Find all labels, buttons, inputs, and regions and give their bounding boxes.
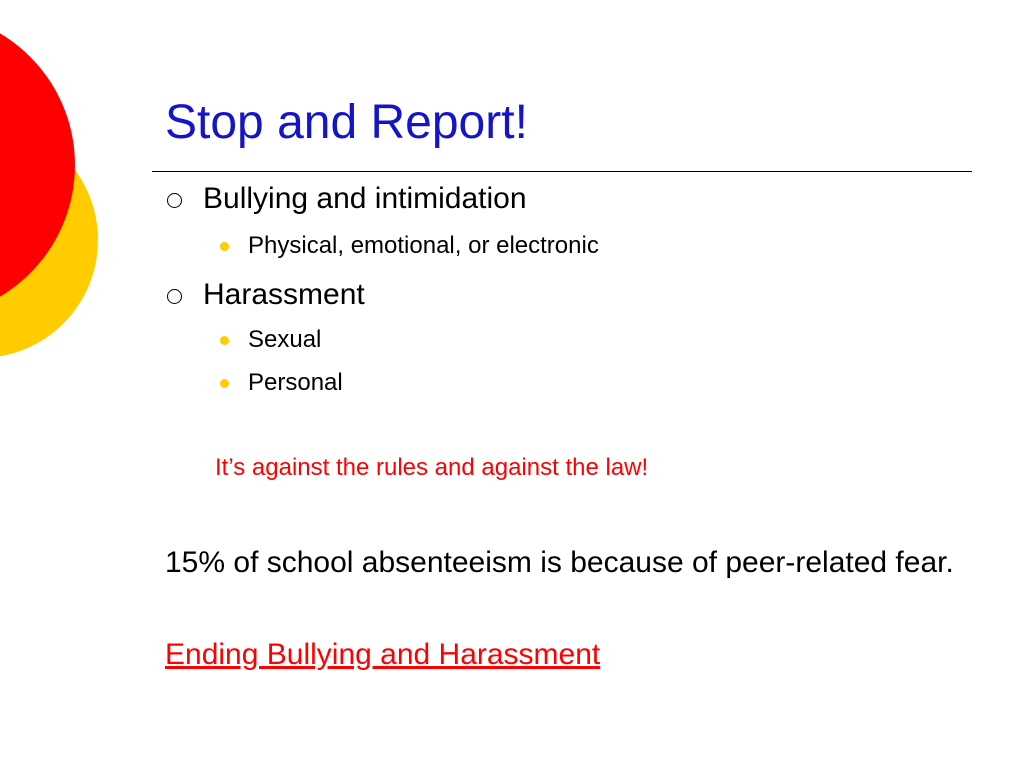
decorative-circles	[0, 0, 110, 410]
ending-bullying-link[interactable]: Ending Bullying and Harassment	[165, 638, 601, 671]
hollow-circle-bullet-icon	[167, 193, 182, 208]
slide-title: Stop and Report!	[165, 96, 528, 149]
subbullet-sexual: Sexual	[248, 326, 322, 353]
subbullet-personal: Personal	[248, 369, 343, 396]
yellow-dot-bullet-icon	[220, 379, 229, 388]
yellow-dot-bullet-icon	[220, 336, 229, 345]
bullet-harassment: Harassment	[203, 278, 365, 311]
law-note: It’s against the rules and against the law!	[215, 454, 649, 481]
bullet-bullying: Bullying and intimidation	[203, 182, 527, 215]
title-divider	[152, 171, 972, 172]
hollow-circle-bullet-icon	[167, 289, 182, 304]
subbullet-physical: Physical, emotional, or electronic	[248, 232, 599, 259]
yellow-dot-bullet-icon	[220, 242, 229, 251]
absenteeism-statistic: 15% of school absenteeism is because of peer-related fear.	[165, 546, 954, 579]
